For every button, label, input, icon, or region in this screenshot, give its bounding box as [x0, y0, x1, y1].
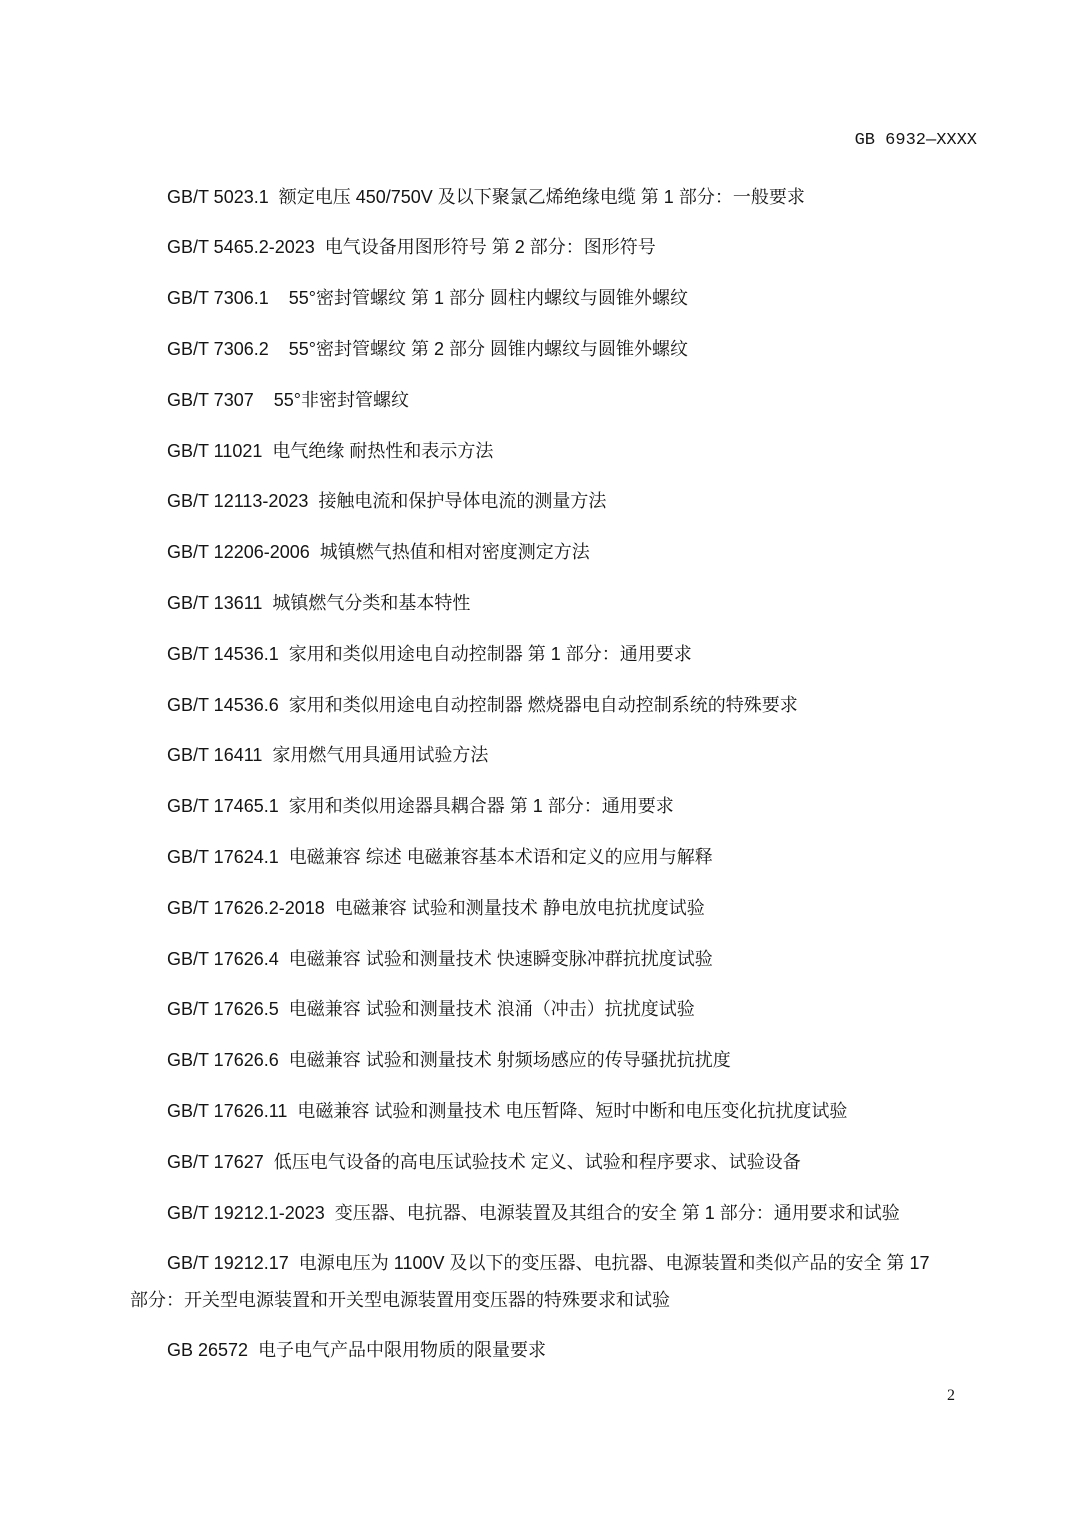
- reference-code: GB/T 19212.17: [167, 1253, 289, 1274]
- reference-code: GB/T 5023.1: [167, 186, 269, 207]
- reference-title: 电磁兼容 试验和测量技术 静电放电抗扰度试验: [334, 897, 705, 918]
- reference-code: GB/T 12113-2023: [167, 491, 309, 512]
- reference-title: 家用和类似用途电自动控制器 燃烧器电自动控制系统的特殊要求: [288, 694, 798, 715]
- reference-entry: [167, 578, 1047, 629]
- reference-title: 变压器、电抗器、电源装置及其组合的安全 第 1 部分：通用要求和试验: [334, 1202, 900, 1223]
- reference-entry: [167, 1035, 1047, 1086]
- reference-code: GB/T 16411: [167, 745, 263, 766]
- reference-entry: [167, 730, 1047, 781]
- normative-references-list: [130, 172, 1047, 1376]
- reference-entry-wrapped: [130, 1238, 1047, 1318]
- reference-code: GB/T 7306.1: [167, 288, 269, 309]
- reference-entry: [167, 832, 1047, 883]
- reference-code: GB/T 5465.2-2023: [167, 237, 315, 258]
- document-number: GB 6932—XXXX: [854, 131, 977, 150]
- reference-code: GB 26572: [167, 1339, 249, 1360]
- reference-code: GB/T 17626.11: [167, 1100, 288, 1121]
- reference-entry: [167, 375, 1047, 426]
- reference-title: 55°非密封管螺纹: [273, 389, 409, 410]
- reference-title: 55°密封管螺纹 第 1 部分 圆柱内螺纹与圆锥外螺纹: [288, 288, 688, 309]
- page-number: 2: [947, 1387, 955, 1404]
- reference-title: 电气设备用图形符号 第 2 部分：图形符号: [324, 237, 656, 258]
- reference-title: 家用燃气用具通用试验方法: [272, 745, 489, 766]
- reference-code: GB/T 14536.6: [167, 694, 279, 715]
- reference-entry: [167, 1137, 1047, 1188]
- reference-entry: [167, 324, 1047, 375]
- reference-entry: [167, 680, 1047, 731]
- reference-title: 电磁兼容 试验和测量技术 射频场感应的传导骚扰抗扰度: [288, 1050, 731, 1071]
- reference-title-continuation: 部分：开关型电源装置和开关型电源装置用变压器的特殊要求和试验: [130, 1290, 670, 1311]
- reference-title: 电磁兼容 综述 电磁兼容基本术语和定义的应用与解释: [288, 846, 713, 867]
- reference-entry: [167, 1188, 1047, 1239]
- reference-title: 电磁兼容 试验和测量技术 电压暂降、短时中断和电压变化抗扰度试验: [297, 1100, 848, 1121]
- reference-entry: [167, 934, 1047, 985]
- reference-code: GB/T 17626.6: [167, 1050, 279, 1071]
- reference-entry: [167, 984, 1047, 1035]
- reference-entry: [167, 629, 1047, 680]
- reference-entry: [167, 172, 1047, 223]
- reference-code: GB/T 7306.2: [167, 338, 269, 359]
- reference-code: GB/T 11021: [167, 440, 263, 461]
- reference-code: GB/T 7307: [167, 389, 254, 410]
- reference-title: 电磁兼容 试验和测量技术 浪涌（冲击）抗扰度试验: [288, 999, 695, 1020]
- reference-code: GB/T 17626.2-2018: [167, 897, 325, 918]
- reference-title: 额定电压 450/750V 及以下聚氯乙烯绝缘电缆 第 1 部分：一般要求: [278, 186, 805, 207]
- reference-entry: [167, 476, 1047, 527]
- reference-entry: [167, 222, 1047, 273]
- reference-code: GB/T 17626.5: [167, 999, 279, 1020]
- reference-entry: [167, 426, 1047, 477]
- reference-title: 55°密封管螺纹 第 2 部分 圆锥内螺纹与圆锥外螺纹: [288, 338, 688, 359]
- reference-code: GB/T 13611: [167, 592, 263, 613]
- reference-code: GB/T 14536.1: [167, 643, 279, 664]
- reference-entry: [167, 273, 1047, 324]
- reference-title: 电气绝缘 耐热性和表示方法: [272, 440, 494, 461]
- reference-entry: [167, 883, 1047, 934]
- reference-title: 低压电气设备的高电压试验技术 定义、试验和程序要求、试验设备: [273, 1151, 801, 1172]
- reference-code: GB/T 17627: [167, 1151, 264, 1172]
- reference-code: GB/T 17624.1: [167, 846, 279, 867]
- reference-title: 电磁兼容 试验和测量技术 快速瞬变脉冲群抗扰度试验: [288, 948, 713, 969]
- reference-code: GB/T 17465.1: [167, 796, 279, 817]
- reference-entry: [167, 1325, 1047, 1376]
- reference-code: GB/T 19212.1-2023: [167, 1202, 325, 1223]
- reference-title: 电源电压为 1100V 及以下的变压器、电抗器、电源装置和类似产品的安全 第 17: [298, 1253, 930, 1274]
- reference-entry: [167, 527, 1047, 578]
- reference-title: 城镇燃气热值和相对密度测定方法: [319, 542, 590, 563]
- reference-title: 城镇燃气分类和基本特性: [272, 592, 471, 613]
- reference-title: 家用和类似用途电自动控制器 第 1 部分：通用要求: [288, 643, 692, 664]
- reference-code: GB/T 17626.4: [167, 948, 279, 969]
- reference-entry: [167, 781, 1047, 832]
- reference-entry: [167, 1086, 1047, 1137]
- reference-title: 电子电气产品中限用物质的限量要求: [258, 1339, 547, 1360]
- reference-title: 接触电流和保护导体电流的测量方法: [318, 491, 607, 512]
- reference-code: GB/T 12206-2006: [167, 542, 310, 563]
- reference-title: 家用和类似用途器具耦合器 第 1 部分：通用要求: [288, 796, 674, 817]
